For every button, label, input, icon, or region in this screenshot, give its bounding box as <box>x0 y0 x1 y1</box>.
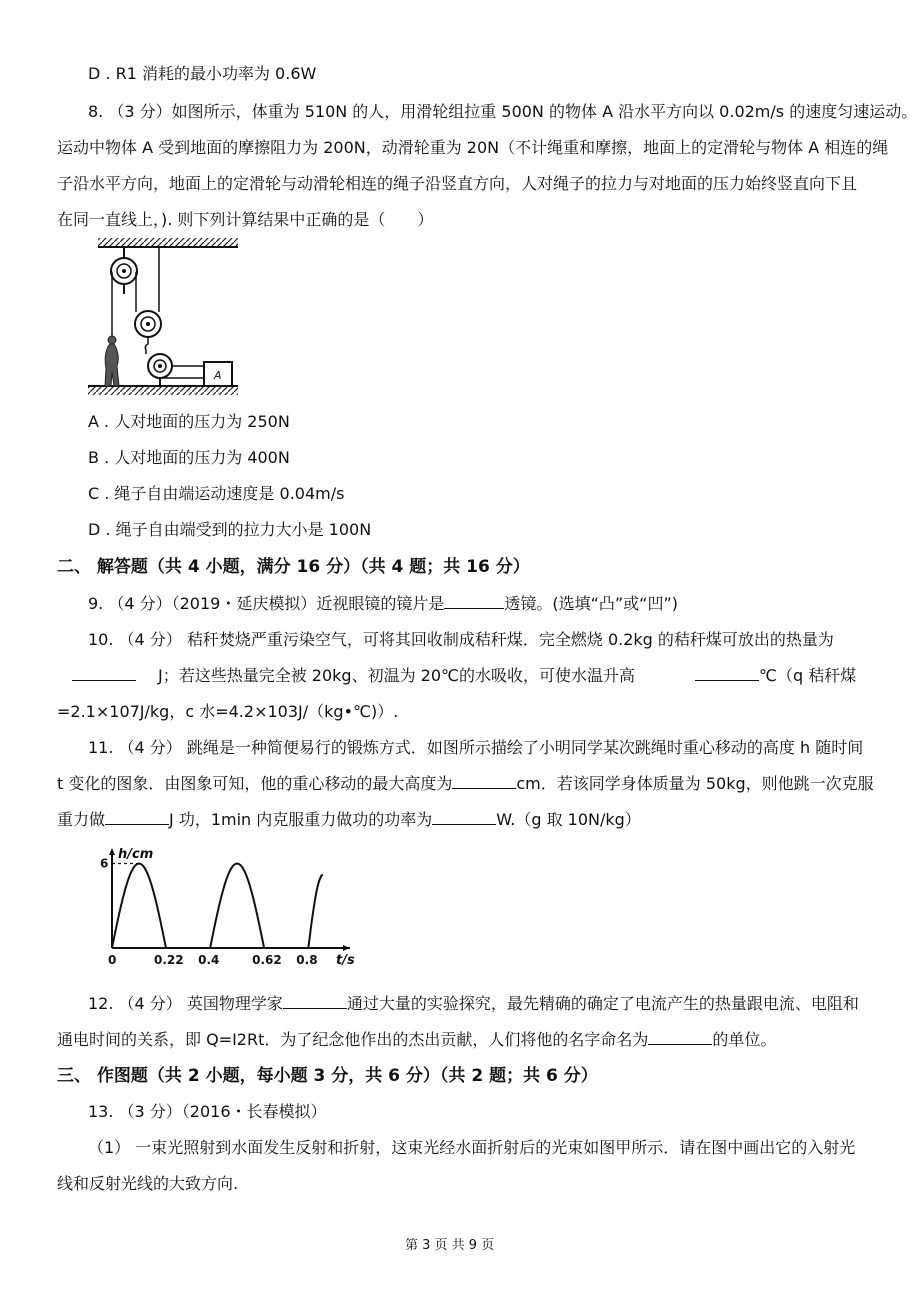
q12-line1 <box>88 994 859 1014</box>
q12-answer-blank-2[interactable] <box>648 1030 712 1045</box>
q10-answer-blank-1[interactable] <box>72 666 136 681</box>
q11-answer-blank-2[interactable] <box>105 810 169 825</box>
y-axis-arrow <box>109 848 115 855</box>
x-tick-label: 0.8 <box>296 953 318 967</box>
x-tick-label: 0 <box>108 953 117 967</box>
q11-answer-blank-1[interactable] <box>452 774 516 789</box>
x-tick-label: 0.62 <box>252 953 282 967</box>
x-tick-label: 0.22 <box>153 953 184 967</box>
q12-text-1a: 12. （4 分） 英国物理学家 <box>88 994 283 1013</box>
ceiling <box>98 238 238 247</box>
q12-text-2b: 的单位。 <box>712 1030 777 1049</box>
section-2-title: 二、 解答题（共 4 小题，满分 16 分）（共 4 题；共 16 分） <box>57 557 530 577</box>
y-axis-label: h/cm <box>118 847 154 862</box>
q8-stem-line3: 子沿水平方向，地面上的定滑轮与动滑轮相连的绳子沿竖直方向，人对绳子的拉力与对地面的压力始终竖直向下且 <box>57 174 858 193</box>
q9-answer-blank[interactable] <box>444 594 504 609</box>
q8-option-c: C . 绳子自由端运动速度是 0.04m/s <box>88 484 345 503</box>
q8-stem-line1: 8. （3 分）如图所示，体重为 510N 的人，用滑轮组拉重 500N 的物体 A 沿水平方向以 0.02m/s 的速度匀速运动。 <box>88 102 918 121</box>
q10-answer-blank-2[interactable] <box>695 666 759 681</box>
q13-part1-line2: 线和反射光线的大致方向. <box>57 1174 239 1193</box>
q9-text-pre: 9. （4 分）（2019・延庆模拟）近视眼镜的镜片是 <box>88 594 445 613</box>
q12-line2 <box>57 1030 776 1050</box>
q11-text-2a: t 变化的图象．由图象可知，他的重心移动的最大高度为 <box>57 774 453 793</box>
q11-text-3c: W.（g 取 10N/kg） <box>496 810 641 829</box>
q8-option-a: A . 人对地面的压力为 250N <box>88 412 290 431</box>
q8-option-d: D . 绳子自由端受到的拉力大小是 100N <box>88 520 372 539</box>
series-curve-1 <box>112 864 166 949</box>
pulley-system-figure <box>84 236 246 400</box>
page-footer: 第 3 页 共 9 页 <box>405 1238 495 1253</box>
q11-line2 <box>57 774 874 794</box>
x-tick-label: 0.4 <box>198 953 220 967</box>
q10-text-2a: J；若这些热量完全被 20kg、初温为 20℃的水吸收，可使水温升高 <box>158 666 636 685</box>
x-axis-label: t/s <box>336 953 355 968</box>
q10-line2 <box>72 666 856 686</box>
y-tick-label: 6 <box>100 856 109 871</box>
q12-text-2a: 通电时间的关系，即 Q=I2Rt．为了纪念他作出的杰出贡献，人们将他的名字命名为 <box>57 1030 649 1049</box>
block-a-label: A <box>214 369 222 382</box>
q11-text-2b: cm．若该同学身体质量为 50kg，则他跳一次克服 <box>516 774 874 793</box>
q10-line1: 10. （4 分） 秸秆焚烧严重污染空气，可将其回收制成秸秆煤．完全燃烧 0.2kg 的秸秆煤可放出的热量为 <box>88 630 834 649</box>
section-3-title: 三、 作图题（共 2 小题，每小题 3 分，共 6 分）（共 2 题；共 6 分） <box>57 1066 598 1086</box>
series-curve-3 <box>308 875 323 948</box>
q9-text-post: 透镜。(选填“凸”或“凹”) <box>504 594 678 613</box>
q13-part1-line1: （1） 一束光照射到水面发生反射和折射，这束光经水面折射后的光束如图甲所示．请在图中画出它的入射光 <box>88 1138 856 1157</box>
q12-text-1b: 通过大量的实验探究，最先精确的确定了电流产生的热量跟电流、电阻和 <box>346 994 859 1013</box>
q7-option-d: D . R1 消耗的最小功率为 0.6W <box>88 64 317 83</box>
q10-line3: =2.1×107J/kg，c 水=4.2×103J/（kg•℃)）. <box>57 702 399 721</box>
series-curve-2 <box>210 864 264 949</box>
q11-text-3a: 重力做 <box>57 810 106 829</box>
q11-answer-blank-3[interactable] <box>432 810 496 825</box>
x-axis-arrow <box>343 945 350 951</box>
person <box>105 344 119 386</box>
q9-line <box>88 594 678 614</box>
q8-option-b: B . 人对地面的压力为 400N <box>88 448 290 467</box>
height-time-chart <box>100 844 362 968</box>
q13-heading: 13. （3 分）（2016・长春模拟） <box>88 1102 327 1121</box>
q8-stem-line2: 运动中物体 A 受到地面的摩擦阻力为 200N，动滑轮重为 20N（不计绳重和摩擦，地面上的定滑轮与物体 A 相连的绳 <box>57 138 889 157</box>
q12-answer-blank-1[interactable] <box>283 994 347 1009</box>
q11-line3 <box>57 810 641 830</box>
q11-line1: 11. （4 分） 跳绳是一种简便易行的锻炼方式．如图所示描绘了小明同学某次跳绳时重心移动的高度 h 随时间 <box>88 738 864 757</box>
q8-stem-line4: 在同一直线上，). 则下列计算结果中正确的是（ ） <box>57 210 434 229</box>
ground <box>88 386 238 395</box>
q10-text-2b: ℃（q 秸秆煤 <box>759 666 857 685</box>
q11-text-3b: J 功，1min 内克服重力做功的功率为 <box>169 810 433 829</box>
